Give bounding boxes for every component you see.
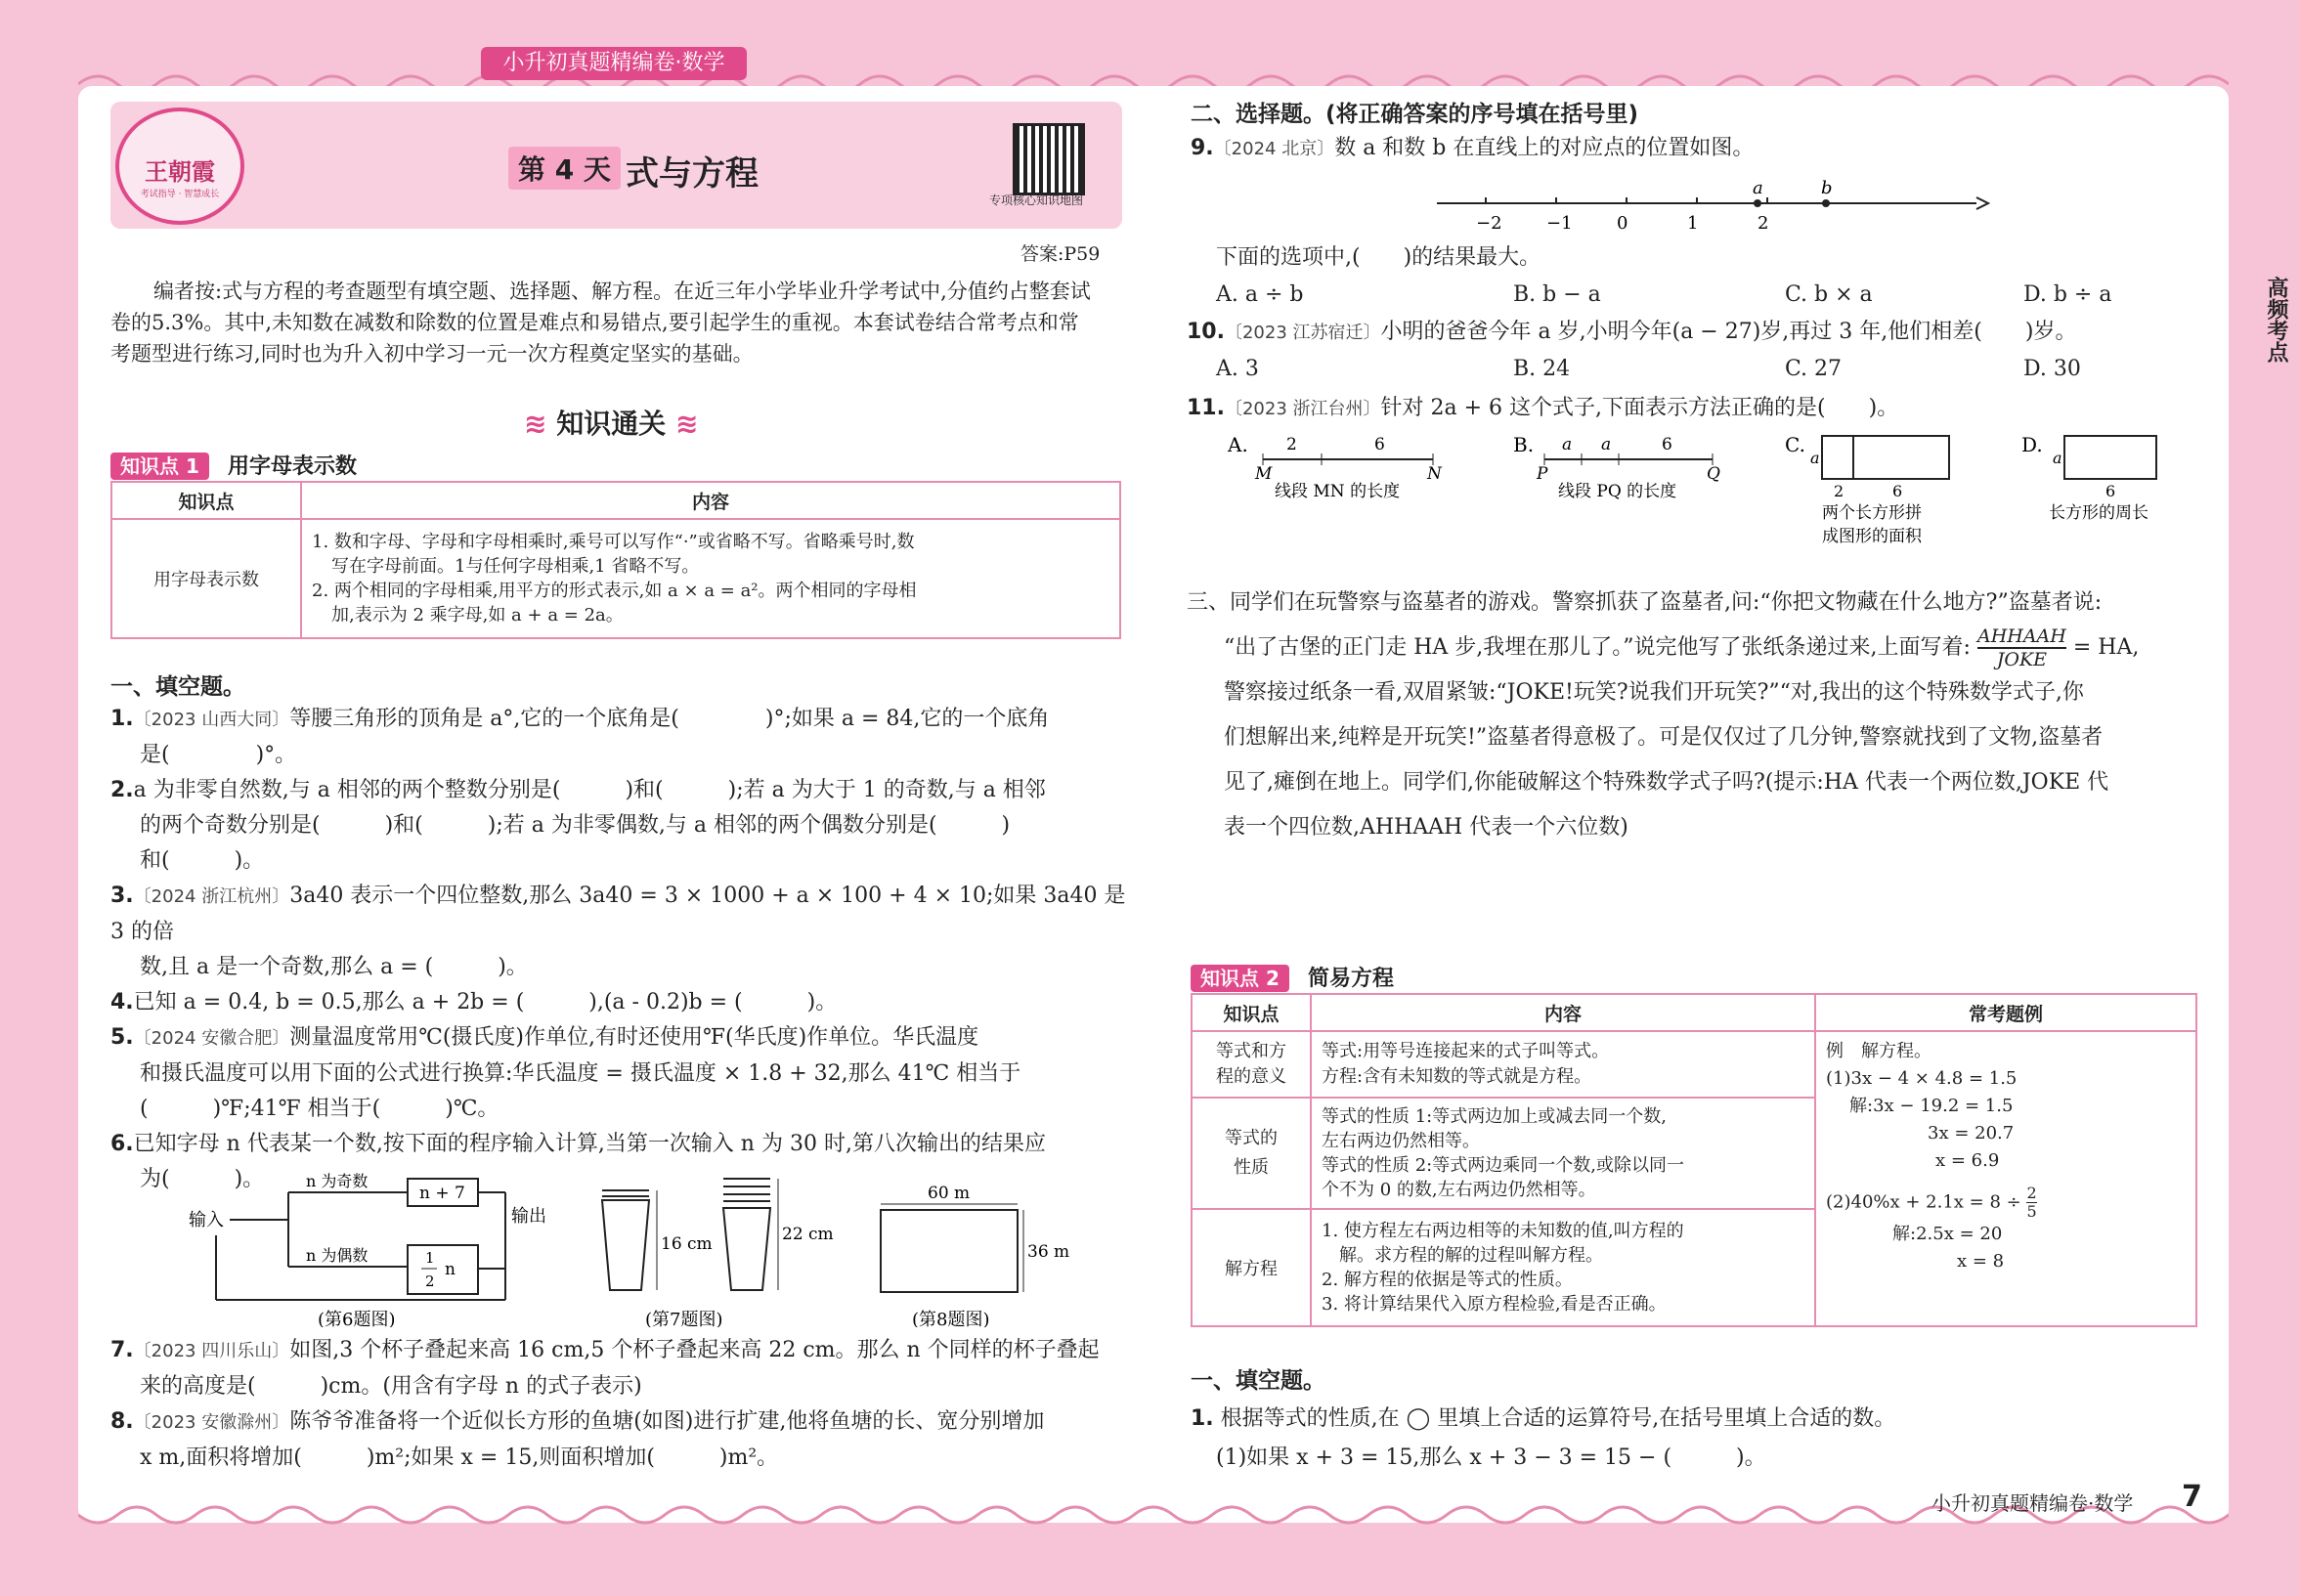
kp2-table: 知识点 内容 常考题例 等式和方 程的意义 等式:用等号连接起来的式子叫等式。 方程:含有未知数的等式就是方程。 例 解方程。 (1)3x − 4 × 4.8 = 1.5 解:3x − 19.2 = 1.5 3x = 20.7 x = 6.9 (2)40%x + 2.1x = 8 ÷ $\frac{2}{5}$ 解:2.5x = 20 x = 8 等式的 性质 等式的性质 1:等式两边加上或减去同一个数, 左右两边仍然相等。 等式的性质 2:等式两边乘同一个数,或除以同一 个不为 0 的数,左右两边仍然相等。 解方程 1. 使方程左右两边相等的未知数的值,叫方程的 解。求方程的解的过程叫解方程。 2. 解方程的依据是等式的性质。 3. 将计算结果代入原方程检验,看是否正确。 (1191, 993, 2197, 1327)
day-badge: 第 4 天 (508, 147, 621, 190)
fig8-w: 60 m (928, 1184, 971, 1203)
svg-text:线段 MN 的长度: 线段 MN 的长度 (1275, 482, 1401, 501)
bottom-wave-border (78, 1505, 2229, 1534)
svg-text:6: 6 (1374, 435, 1385, 454)
left-questions (110, 702, 1127, 1197)
svg-text:a: a (1562, 435, 1573, 454)
fill2-q1: 1. 根据等式的性质,在 ◯ 里填上合适的运算符号,在括号里填上合适的数。 (1191, 1406, 1896, 1431)
point-a (1754, 199, 1761, 207)
fill2-heading: 一、填空题。 (1191, 1368, 1325, 1394)
publisher-logo: 王朝霞 考试指导 · 智慧成长 (115, 108, 244, 225)
tick-label: −1 (1546, 213, 1573, 234)
fill-heading: 一、填空题。 (110, 674, 245, 700)
editor-note: 编者按:式与方程的考查题型有填空题、选择题、解方程。在近三年小学毕业升学考试中,分值约占整套试 卷的5.3%。其中,未知数在减数和除数的位置是难点和易错点,要引起学生的重视。本套试卷结合常考点和常 考题型进行练习,同时也为升入初中学习一元一次方程奠定坚实的基础。 (110, 280, 1091, 366)
svg-text:a: a (1810, 449, 1820, 467)
svg-text:长方形的周长: 长方形的周长 (2049, 503, 2148, 523)
q9-number-line (1427, 172, 1994, 235)
svg-text:a: a (1753, 178, 1763, 198)
kp2-example: 例 解方程。 (1)3x − 4 × 4.8 = 1.5 解:3x − 19.2 = 1.5 3x = 20.7 x = 6.9 (2)40%x + 2.1x = 8 ÷ $\frac{2}{5}$ 解:2.5x = 20 x = 8 (1815, 1031, 2196, 1326)
question-item: 3.〔2024 浙江杭州〕3a40 表示一个四位整数,那么 3a40 = 3 × 1000 + a × 100 + 4 × 10;如果 3a40 是 3 的倍 数,且 a 是一个奇数,那么 a = ( )。 (110, 884, 1126, 979)
q11-stem: 11.〔2023 浙江台州〕针对 2a + 6 这个式子,下面表示方法正确的是( )。 (1187, 396, 1899, 420)
fig6-output: 输出 (511, 1206, 546, 1227)
q3-fraction: AHHAAH JOKE (1976, 625, 2066, 670)
svg-text:2: 2 (1834, 482, 1844, 500)
choice-heading: 二、选择题。(将正确答案的序号填在括号里) (1191, 102, 1639, 127)
fig6-even: n 为偶数 (306, 1246, 369, 1265)
fig7-caption: (第7题图) (645, 1310, 723, 1327)
svg-text:1: 1 (425, 1249, 435, 1267)
svg-text:b: b (1821, 178, 1833, 198)
svg-text:Q: Q (1707, 464, 1720, 484)
question-item: 6.已知字母 n 代表某一个数,按下面的程序输入计算,当第一次输入 n 为 30 时,第八次输出的结果应 为( )。 (110, 1132, 1046, 1191)
left-questions-2 (110, 1333, 1127, 1476)
question-item: 4.已知 a = 0.4, b = 0.5,那么 a + 2b = ( ),(a - 0.2)b = ( )。 (110, 990, 838, 1014)
svg-text:a: a (1601, 435, 1612, 454)
point-b (1822, 199, 1830, 207)
q11-options-figures (1228, 430, 2195, 557)
fig7-h1: 16 cm (661, 1234, 713, 1254)
kp1-table: 知识点 内容 用字母表示数 1. 数和字母、字母和字母相乘时,乘号可以写作“·”或省略不写。省略乘号时,数 写在字母前面。1与任何字母相乘,1 省略不写。 2. 两个相同的字母相乘,用平方的形式表示,如 a × a = a²。两个相同的字母相 加,表示为 2 乘字母,如 a + a = 2a。 (110, 481, 1121, 639)
q9-stem: 9.〔2024 北京〕数 a 和数 b 在直线上的对应点的位置如图。 (1191, 136, 1755, 160)
kp1-header (110, 450, 357, 480)
fig6-input: 输入 (189, 1210, 224, 1230)
svg-text:a: a (2053, 449, 2062, 467)
tick-label: 2 (1758, 213, 1769, 234)
fig6-flowchart (181, 1171, 572, 1327)
fig8-caption: (第8题图) (912, 1310, 990, 1327)
header-banner: 小升初真题精编卷·数学 (481, 47, 747, 80)
kp2-header (1191, 962, 1394, 992)
svg-text:B.: B. (1513, 433, 1535, 456)
question-item: 5.〔2024 安徽合肥〕测量温度常用℃(摄氏度)作单位,有时还使用℉(华氏度)作单位。华氏温度 和摄氏温度可以用下面的公式进行换算:华氏温度 = 摄氏温度 × 1.8 + 32,那么 41℃ 相当于 ( )℉;41℉ 相当于( )℃。 (110, 1025, 1021, 1121)
kp2-name: 简易方程 (1307, 967, 1394, 991)
question-item: 7.〔2023 四川乐山〕如图,3 个杯子叠起来高 16 cm,5 个杯子叠起来高 22 cm。那么 n 个同样的杯子叠起 来的高度是( )cm。(用含有字母 n 的式子表示) (110, 1338, 1100, 1399)
answer-ref: 答案:P59 (1020, 243, 1101, 265)
fig8-h: 36 m (1027, 1242, 1070, 1262)
qr-code-icon[interactable] (1013, 123, 1085, 195)
side-tab: 高频考点 (2251, 266, 2300, 373)
q11-option-a (1228, 433, 1443, 501)
q11-option-c (1785, 433, 1949, 546)
svg-text:P: P (1537, 464, 1548, 484)
page-title: 式与方程 (626, 154, 759, 194)
svg-text:6: 6 (2105, 482, 2116, 500)
q9-after: 下面的选项中,( )的结果最大。 (1216, 245, 1541, 270)
svg-text:M: M (1255, 464, 1273, 484)
svg-text:两个长方形拼: 两个长方形拼 (1822, 503, 1922, 523)
footer-book: 小升初真题精编卷·数学 (1931, 1491, 2134, 1515)
svg-text:N: N (1427, 464, 1442, 484)
svg-text:n: n (445, 1260, 456, 1279)
kp1-name: 用字母表示数 (227, 454, 357, 479)
svg-text:6: 6 (1662, 435, 1672, 454)
fig7-cups (596, 1171, 850, 1327)
svg-text:线段 PQ 的长度: 线段 PQ 的长度 (1558, 482, 1677, 501)
svg-text:2: 2 (1286, 435, 1297, 454)
fill2-q1-sub: (1)如果 x + 3 = 15,那么 x + 3 − 3 = 15 − ( )。 (1216, 1445, 1766, 1470)
tick-label: −2 (1476, 213, 1502, 234)
question-item: 1.〔2023 山西大同〕等腰三角形的顶角是 a°,它的一个底角是( )°;如果 a = 84,它的一个底角 是( )°。 (110, 707, 1050, 767)
tick-label: 0 (1617, 213, 1628, 234)
q11-option-d (2021, 433, 2156, 523)
fig7-h2: 22 cm (782, 1225, 834, 1244)
fig6-caption: (第6题图) (318, 1310, 396, 1327)
tick-label: 1 (1687, 213, 1699, 234)
kp1-tag: 知识点 1 (110, 453, 209, 480)
svg-text:成图形的面积: 成图形的面积 (1822, 527, 1922, 546)
fig6-odd: n 为奇数 (306, 1172, 369, 1190)
question-item: 8.〔2023 安徽滁州〕陈爷爷准备将一个近似长方形的鱼塘(如图)进行扩建,他将鱼塘的长、宽分别增加 x m,面积将增加( )m²;如果 x = 15,则面积增加( )m²。 (110, 1409, 1045, 1470)
fig6-box2 (408, 1245, 478, 1294)
q11-option-b (1513, 433, 1720, 501)
svg-text:2: 2 (425, 1272, 435, 1290)
qr-caption: 专项核心知识地图 (989, 194, 1084, 207)
q10-stem: 10.〔2023 江苏宿迁〕小明的爸爸今年 a 岁,小明今年(a − 27)岁,再过 3 年,他们相差( )岁。 (1187, 320, 2077, 344)
fig8-pond (875, 1171, 1119, 1327)
kp2-tag: 知识点 2 (1191, 965, 1289, 992)
page-number: 7 (2182, 1480, 2202, 1514)
svg-text:D.: D. (2021, 433, 2043, 456)
svg-text:6: 6 (1892, 482, 1903, 500)
section-knowledge: ≋ 知识通关 ≋ (524, 408, 699, 440)
q3-section: 三、同学们在玩警察与盗墓者的游戏。警察抓获了盗墓者,问:“你把文物藏在什么地方?”盗墓者说: “出了古堡的正门走 HA 步,我埋在那儿了。”说完他写了张纸条递过来,上面写着: AHHAAH JOKE = HA, 警察接过纸条一看,双眉紧皱:“JOKE!玩笑?说我们开玩笑?”“对,我出的这个特殊数学式子,你 们想解出来,纯粹是开玩笑!”盗墓者得意极了。可是仅仅过了几分钟,警察就找到了文物,盗墓者 见了,瘫倒在地上。同学们,你能破解这个特殊数学式子吗?(提示:HA 代表一个两位数,JOKE 代 表一个四位数,AHHAAH 代表一个六位数) (1187, 590, 2140, 840)
svg-text:C.: C. (1785, 433, 1805, 456)
question-item: 2.a 为非零自然数,与 a 相邻的两个整数分别是( )和( );若 a 为大于 1 的奇数,与 a 相邻 的两个奇数分别是( )和( );若 a 为非零偶数,与 a 相邻的两个偶数分别是( ) 和( )。 (110, 778, 1046, 873)
svg-text:n + 7: n + 7 (419, 1184, 465, 1203)
svg-text:A.: A. (1228, 433, 1248, 456)
